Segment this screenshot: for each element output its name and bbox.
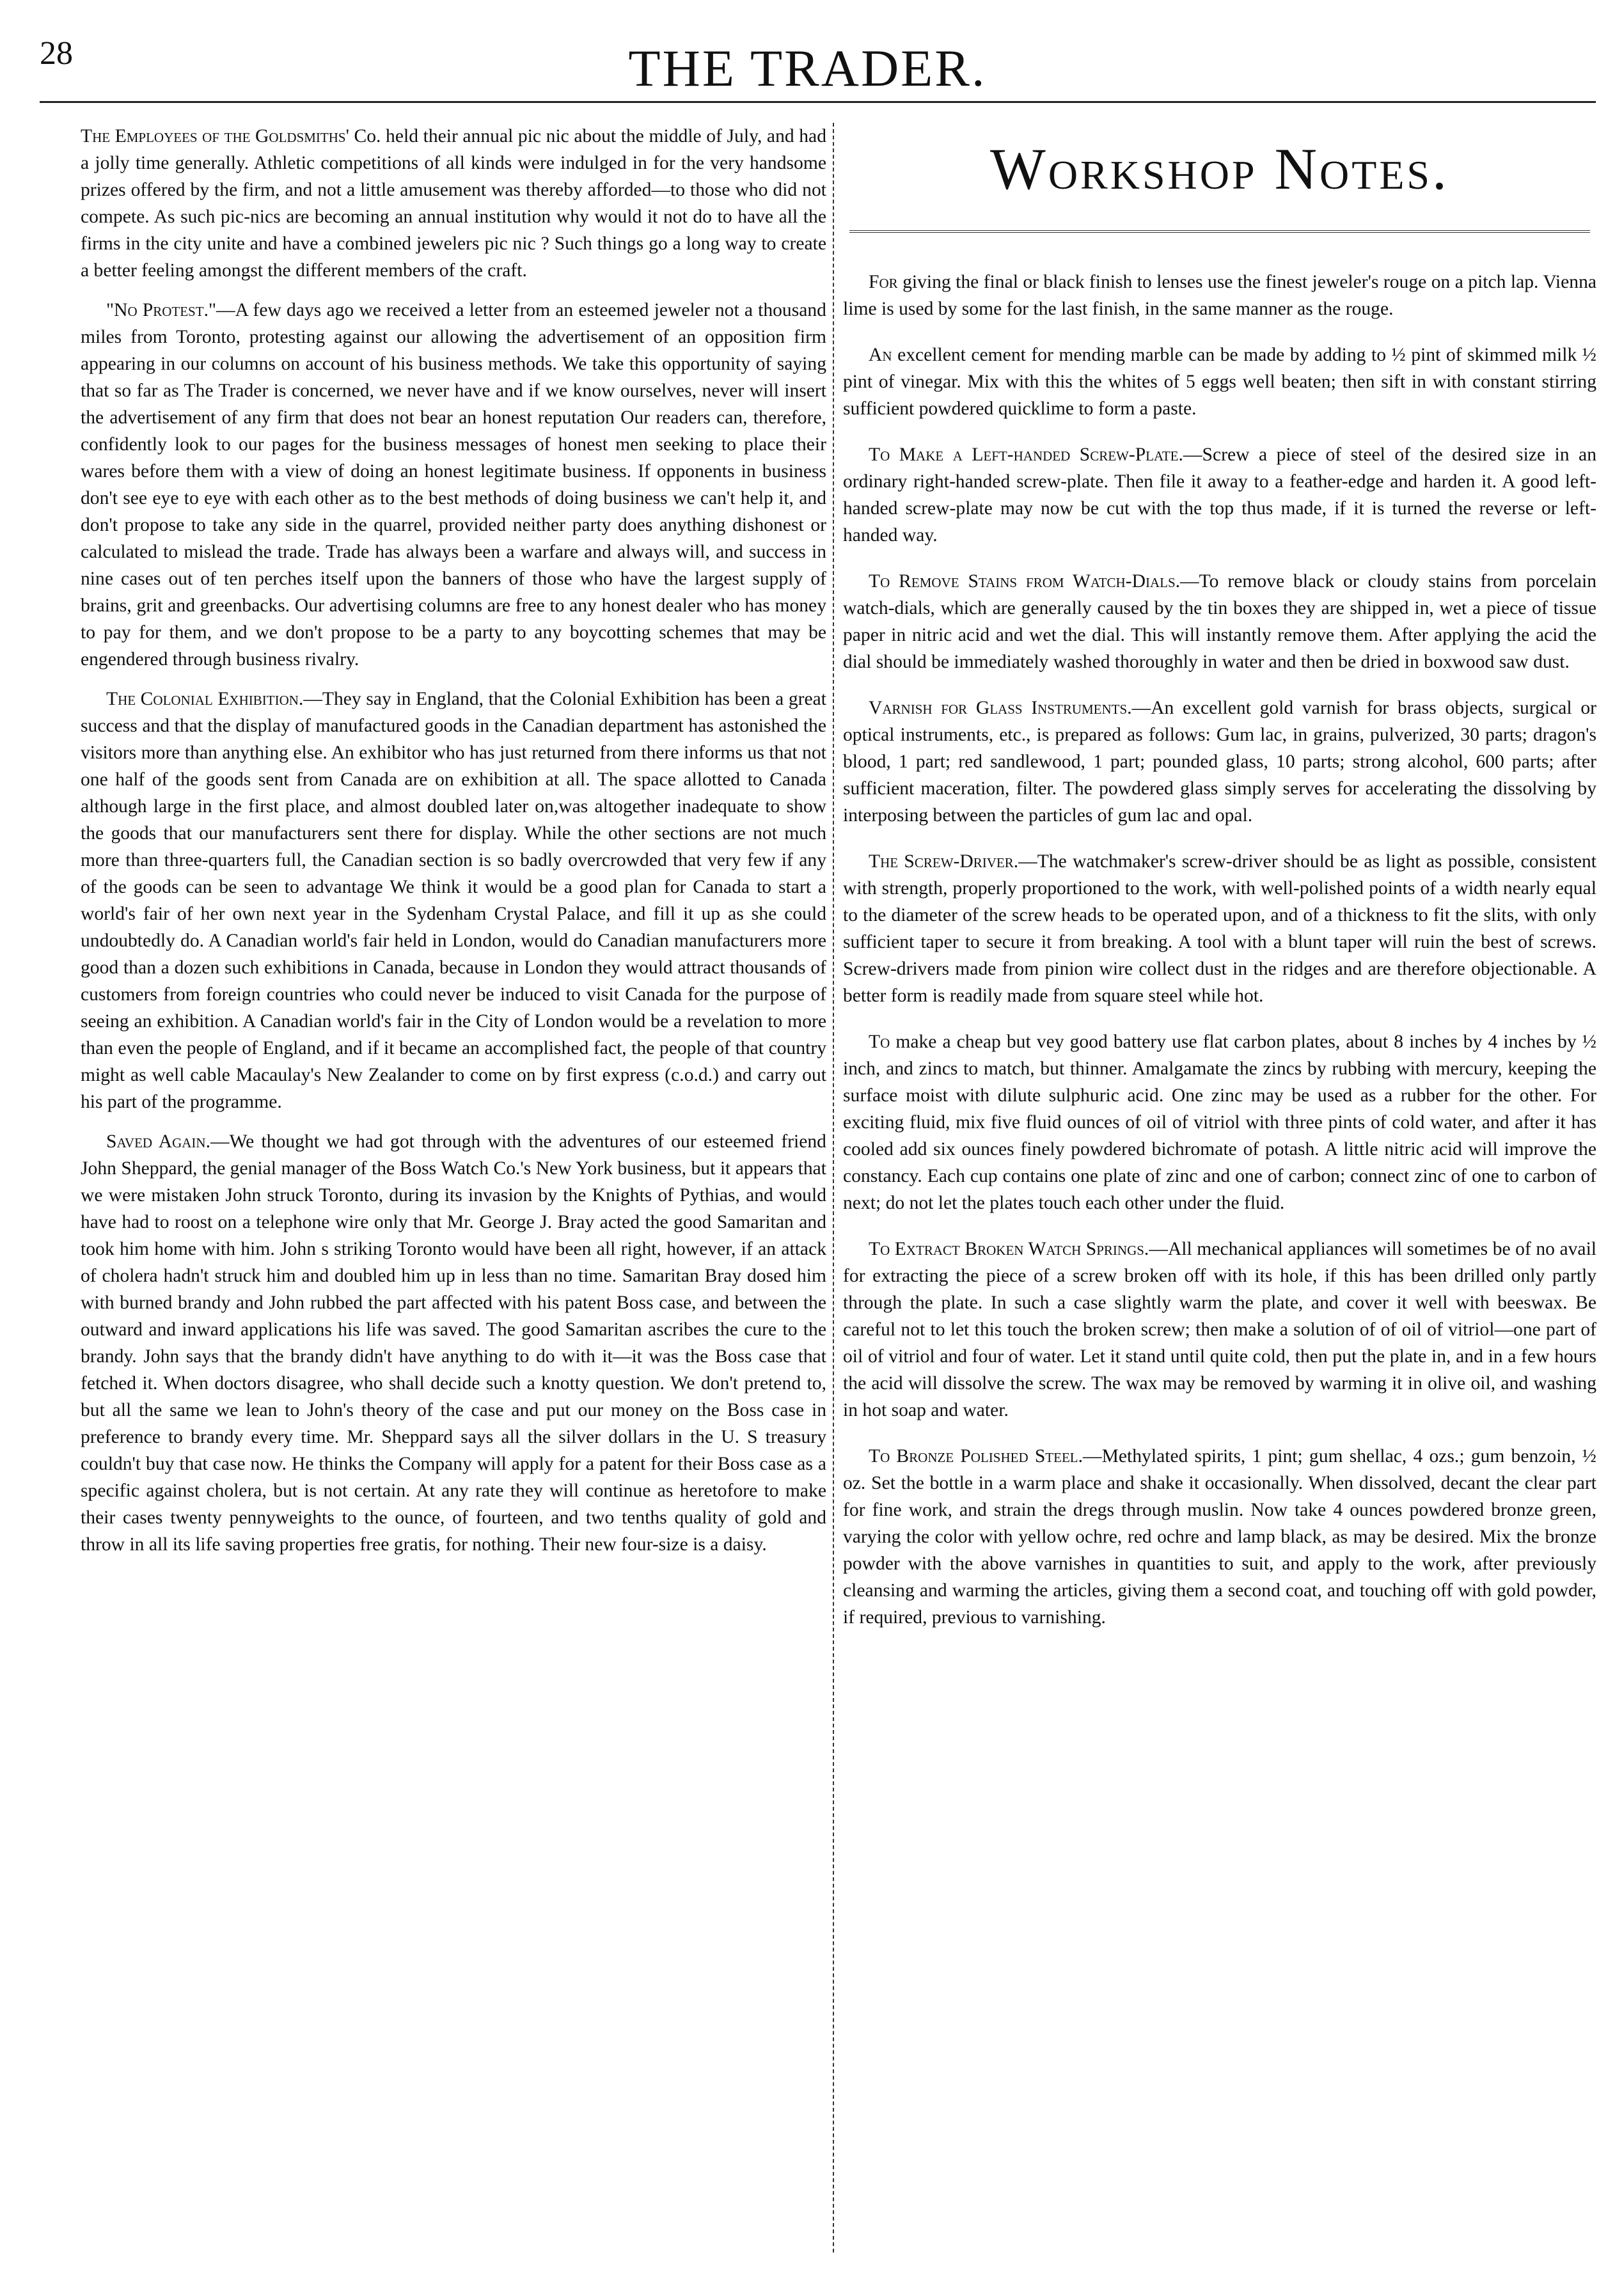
note-lead: To Remove Stains from Watch-Dials. — [869, 571, 1181, 592]
note-body: —Methylated spirits, 1 pint; gum shellac, 4 ozs.; gum benzoin, ½ oz. Set the bottle in a warm place and shake it occasionally. When dissolved, decant the clear part for fine work, and strain the dregs through muslin. Now take 4 ounces powdered bronze green, varying the color with yellow ochre, red ochre and lamp black, as may be desired. Mix the bronze powder with the above varnishes in quantities to suit, and apply to the work, after previously cleansing and warming the articles, giving them a second coat, and touching off with gold powder, if required, previous to varnishing. — [843, 1446, 1596, 1628]
note-lead: To Make a Left-handed Screw-Plate. — [869, 444, 1183, 465]
note-body: —An excellent gold varnish for brass objects, surgical or optical instruments, etc., is prepared as follows: Gum lac, in grains, pulverized, 30 parts; dragon's blood, 1 part; red sandlewood, 1 part; pounded glass, 10 parts; strong alcohol, 600 parts; after sufficient maceration, filter. The powdered glass simply serves for accelerating the dissolving by interposing between the particles of gum lac and opal. — [843, 698, 1596, 826]
note-body: —To remove black or cloudy stains from porcelain watch-dials, which are generally caused by the tin boxes they are shipped in, wet a piece of tissue paper in nitric acid and wet the dial. This will instantly remove them. After applying the acid the dial should be immediately washed thoroughly in water and then be dried in boxwood saw dust. — [843, 571, 1596, 672]
article-body: Co. held their annual pic nic about the middle of July, and had a jolly time generally. Athletic competitions of all kinds were indulged in for the very handsome prizes offered by the firm, and not a little amusement was thereby afforded—to those who did not compete. As such pic-nics are becoming an annual institution why would it not do to have all the firms in the city unite and have a combined jewelers pic nic ? Such things go a long way to create a better feeling amongst the different members of the craft. — [81, 126, 826, 281]
title-rule — [849, 230, 1590, 233]
note-body: —Screw a piece of steel of the desired size in an ordinary right-handed screw-plate. Then file it away to a feather-edge and harden it. A good left-handed screw-plate may now be cut with the top thus made, if it is turned the reverse or left-handed way. — [843, 444, 1596, 546]
right-column — [843, 123, 1596, 2259]
article-lead: "No Protest." — [106, 300, 217, 320]
article-lead: The Colonial Exhibition. — [106, 689, 304, 709]
note-glass-varnish — [843, 695, 1596, 829]
note-lead: To Extract Broken Watch Springs. — [869, 1239, 1149, 1259]
publication-title: THE TRADER. — [628, 39, 987, 97]
note-body: —All mechanical appliances will sometimes be of no avail for extracting the piece of a screw broken off with its hole, if this has been drilled only partly through the plate. In such a case slightly warm the plate, and cover it well with beeswax. Be careful not to let this touch the broken screw; then make a solution of of oil of vitriol—one part of oil of vitriol and four of water. Let it stand until quite cold, then put the plate in, and in a few hours the acid will dissolve the screw. The wax may be removed by warming it in olive oil, and washing in hot soap and water. — [843, 1239, 1596, 1420]
note-body: —The watchmaker's screw-driver should be as light as possible, consistent with strength, properly proportioned to the work, with well-polished points of a width nearly equal to the diameter of the screw heads to be operated upon, and of a thickness to fit the slits, with only sufficient taper to secure it from breaking. A tool with a blunt taper will ruin the best of screws. Screw-drivers made from pinion wire collect dust in the ridges and are therefore objectionable. A better form is readily made from square steel while hot. — [843, 851, 1596, 1006]
article-lead: The Employees of the Goldsmiths' — [81, 126, 349, 146]
note-body: giving the final or black finish to lenses use the finest jeweler's rouge on a pitch lap. Vienna lime is used by some for the last finish, in the same manner as the rouge. — [843, 272, 1596, 319]
article-goldsmiths-picnic — [81, 123, 826, 284]
note-marble-cement — [843, 342, 1596, 422]
page-number: 28 — [40, 35, 73, 72]
article-body: —We thought we had got through with the adventures of our esteemed friend John Sheppard, the genial manager of the Boss Watch Co.'s New York business, but it appears that we were mistaken John struck Toronto, during its invasion by the Knights of Pythias, and would have had to roost on a telephone wire only that Mr. George J. Bray acted the good Samaritan and took him home with him. John s striking Toronto would have been all right, however, if an attack of cholera hadn't struck him and doubled him up in less than no time. Samaritan Bray dosed him with burned brandy and John rubbed the part affected with his patent Boss case, and between the outward and inward applications his life was saved. The good Samaritan ascribes the cure to the brandy. John says that the brandy didn't have anything to do with it—it was the Boss case that fetched it. When doctors disagree, who shall decide such a knotty question. We don't pretend to, but all the same we lean to John's theory of the case and put our money on the Boss case in preference to brandy every time. Mr. Sheppard says all the silver dollars in the U. S treasury couldn't buy that case now. He thinks the Company will apply for a patent for their Boss case as a specific against cholera, but is not certain. At any rate they will continue as heretofore to make their cases twenty pennyweights to the ounce, of fourteen, and two tenths quality of gold and throw in all its life saving properties free gratis, for nothing. Their new four-size is a daisy. — [81, 1131, 826, 1555]
header-rule — [40, 101, 1596, 103]
note-lens-finish — [843, 269, 1596, 322]
note-carbon-battery — [843, 1028, 1596, 1216]
left-column — [81, 123, 826, 2259]
article-lead: Saved Again. — [106, 1131, 210, 1152]
note-body: excellent cement for mending marble can be made by adding to ½ pint of skimmed milk ½ pint of vinegar. Mix with this the whites of 5 eggs well beaten; then sift in with constant stirring sufficient powdered quicklime to form a paste. — [843, 345, 1596, 419]
note-broken-watch-springs — [843, 1236, 1596, 1424]
note-lead: An — [869, 345, 892, 365]
note-watch-dial-stains — [843, 568, 1596, 675]
article-no-protest — [81, 297, 826, 673]
note-lead: For — [869, 272, 898, 292]
note-lead: To Bronze Polished Steel. — [869, 1446, 1083, 1466]
note-lead: Varnish for Glass Instruments. — [869, 698, 1132, 718]
workshop-notes-title: Workshop Notes. — [989, 136, 1450, 201]
note-bronze-steel — [843, 1443, 1596, 1631]
article-saved-again — [81, 1128, 826, 1558]
article-body: —They say in England, that the Colonial Exhibition has been a great success and that the display of manufactured goods in the Canadian department has astonished the visitors more than anything else. An exhibitor who has just returned from there informs us that not one half of the goods sent from Canada are on exhibition at all. The space allotted to Canada although large in the first place, and almost doubled later on,was altogether inadequate to show the goods that our manufacturers sent there for display. While the other sections are not much more than three-quarters full, the Canadian section is so badly overcrowded that very few if any of the goods can be seen to advantage We think it would be a good plan for Canada to start a world's fair of her own next year in the Sydenham Crystal Palace, and fill it up as she could undoubtedly do. A Canadian world's fair held in London, would do Canadian manufacturers more good than a dozen such exhibitions in Canada, because in London they would attract thousands of customers from foreign countries who could never be induced to visit Canada for the purpose of seeing an exhibition. A Canadian world's fair in the City of London would be a revelation to more than even the people of England, and if it became an accomplished fact, the people of that country might as well cable Macaulay's New Zealander to come on by first express (c.o.d.) and carry out his part of the programme. — [81, 689, 826, 1112]
note-screw-driver — [843, 848, 1596, 1009]
note-left-handed-screw-plate — [843, 441, 1596, 549]
article-colonial-exhibition — [81, 686, 826, 1115]
note-body: make a cheap but vey good battery use flat carbon plates, about 8 inches by 4 inches by ½ inch, and zincs to match, but thinner. Amalgamate the zincs by rubbing with mercury, keeping the surface moist with dilute sulphuric acid. One zinc may be used as a rubber for the other. For exciting fluid, mix five fluid ounces of oil of vitriol with three pints of cold water, and after it has cooled add six ounces finely powdered bichromate of potash. A little nitric acid will improve the constancy. Each cup contains one plate of zinc and one of carbon; connect zinc of one to carbon of next; do not let the plates touch each other under the fluid. — [843, 1032, 1596, 1213]
article-body: —A few days ago we received a letter from an esteemed jeweler not a thousand miles from Toronto, protesting against our allowing the advertisement of an opposition firm appearing in our columns on account of his business methods. We take this opportunity of saying that so far as The Trader is concerned, we never have and if we know ourselves, never will insert the advertisement of any firm that does not bear an honest reputation Our readers can, therefore, confidently look to our pages for the business messages of honest men seeking to place their wares before them with a view of doing an honest legitimate business. If opponents in business don't see eye to eye with each other as to the best methods of doing business we can't help it, and don't propose to take any side in the quarrel, provided neither party does anything dishonest or calculated to mislead the trade. Trade has always been a warfare and always will, and success in nine cases out of ten perches itself upon the banners of those who have the largest supply of brains, grit and greenbacks. Our advertising columns are free to any honest dealer who has money to pay for them, and we don't propose to be a party to any boycotting schemes that may be engendered through business rivalry. — [81, 300, 826, 670]
note-lead: The Screw-Driver. — [869, 851, 1019, 872]
note-lead: To — [869, 1032, 890, 1052]
column-divider — [833, 123, 834, 2253]
